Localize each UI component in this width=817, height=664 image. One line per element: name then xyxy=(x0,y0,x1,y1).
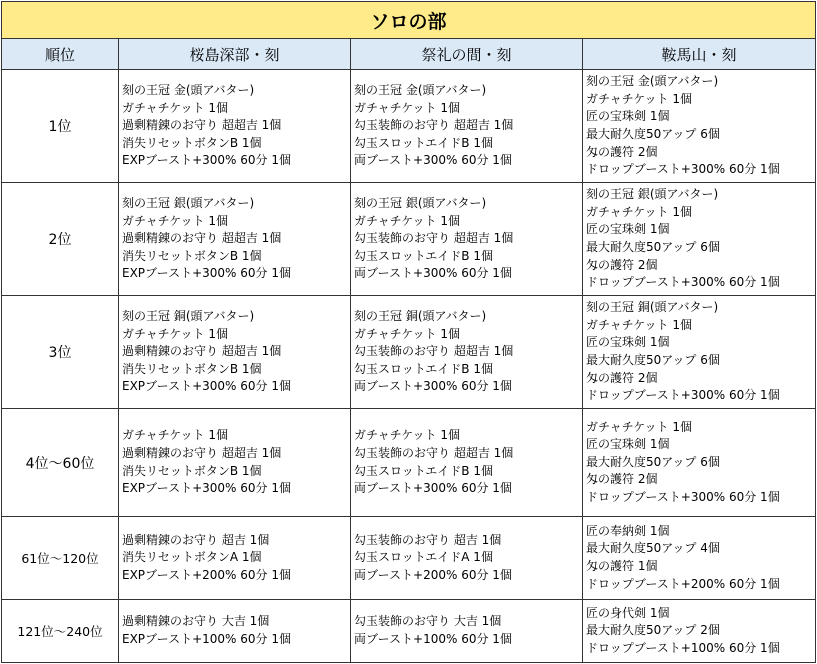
prize-item: 勾玉装飾のお守り 超超吉 1個 xyxy=(354,231,514,246)
prize-item: 過剰精錬のお守り 超超吉 1個 xyxy=(122,344,282,359)
prize-item: 勾玉装飾のお守り 超超吉 1個 xyxy=(354,344,514,359)
prize-item: ガチャチケット 1個 xyxy=(586,204,693,219)
prize-item: 匠の身代剣 1個 xyxy=(586,605,670,620)
prize-item: 両ブースト+300% 60分 1個 xyxy=(354,153,512,168)
prize-item: ガチャチケット 1個 xyxy=(122,213,229,228)
prize-item: 勾玉スロットエイドB 1個 xyxy=(354,361,493,376)
prize-item: 両ブースト+300% 60分 1個 xyxy=(354,481,512,496)
prize-item: 刻の王冠 金(頭アバター) xyxy=(354,83,487,98)
prize-item: 消失リセットボタンA 1個 xyxy=(122,550,262,565)
prize-item: 勾玉スロットエイドA 1個 xyxy=(354,550,493,565)
prize-item: EXPブースト+300% 60分 1個 xyxy=(122,481,291,496)
table-row xyxy=(2,296,816,409)
prize-item: 勾玉スロットエイドB 1個 xyxy=(354,135,493,150)
prize-item: 過剰精錬のお守り 超吉 1個 xyxy=(122,532,270,547)
rank-label: 121位〜240位 xyxy=(2,600,119,663)
prize-item: 過剰精錬のお守り 超超吉 1個 xyxy=(122,445,282,460)
prize-item: 匁の護符 2個 xyxy=(586,472,658,487)
prize-cell xyxy=(119,296,351,409)
table-row xyxy=(2,409,816,517)
prize-cell xyxy=(351,600,583,663)
prize-item: 最大耐久度50アップ 4個 xyxy=(586,541,720,556)
prize-item: ガチャチケット 1個 xyxy=(354,428,461,443)
prize-cell xyxy=(351,296,583,409)
prize-item: ガチャチケット 1個 xyxy=(354,100,461,115)
prize-item: 刻の王冠 金(頭アバター) xyxy=(586,74,719,89)
prize-item: 匠の宝珠剣 1個 xyxy=(586,109,670,124)
prize-item: 勾玉装飾のお守り 超吉 1個 xyxy=(354,532,502,547)
prize-cell xyxy=(351,183,583,296)
table-row xyxy=(2,600,816,663)
prize-cell xyxy=(583,183,816,296)
table-row xyxy=(2,517,816,600)
table-row xyxy=(2,70,816,183)
prize-item: 消失リセットボタンB 1個 xyxy=(122,463,262,478)
prize-cell xyxy=(583,600,816,663)
prize-item: 過剰精錬のお守り 大吉 1個 xyxy=(122,614,270,629)
prize-item: 両ブースト+300% 60分 1個 xyxy=(354,379,512,394)
prize-item: 勾玉装飾のお守り 超超吉 1個 xyxy=(354,445,514,460)
prize-cell xyxy=(583,296,816,409)
prize-item: 匠の宝珠剣 1個 xyxy=(586,437,670,452)
prize-item: 勾玉装飾のお守り 大吉 1個 xyxy=(354,614,502,629)
prize-item: EXPブースト+300% 60分 1個 xyxy=(122,379,291,394)
prize-item: 刻の王冠 銅(頭アバター) xyxy=(586,300,719,315)
rank-rows xyxy=(2,70,816,663)
prize-item: ガチャチケット 1個 xyxy=(586,317,693,332)
prize-item: 匁の護符 2個 xyxy=(586,144,658,159)
prize-item: 両ブースト+200% 60分 1個 xyxy=(354,567,512,582)
ranking-rewards-table xyxy=(1,1,816,663)
prize-item: ガチャチケット 1個 xyxy=(354,326,461,341)
prize-item: 匁の護符 2個 xyxy=(586,370,658,385)
prize-item: EXPブースト+300% 60分 1個 xyxy=(122,153,291,168)
prize-cell xyxy=(351,409,583,517)
prize-item: EXPブースト+100% 60分 1個 xyxy=(122,632,291,646)
prize-item: 消失リセットボタンB 1個 xyxy=(122,248,262,263)
prize-item: 刻の王冠 銅(頭アバター) xyxy=(354,309,487,324)
prize-cell xyxy=(119,600,351,663)
prize-item: EXPブースト+300% 60分 1個 xyxy=(122,266,291,281)
prize-item: 匁の護符 1個 xyxy=(586,559,658,573)
rank-label: 61位〜120位 xyxy=(2,517,119,600)
prize-item: ガチャチケット 1個 xyxy=(586,91,693,106)
prize-item: 消失リセットボタンB 1個 xyxy=(122,135,262,150)
prize-item: 両ブースト+300% 60分 1個 xyxy=(354,266,512,281)
prize-item: 最大耐久度50アップ 6個 xyxy=(586,240,720,254)
prize-item: 過剰精錬のお守り 超超吉 1個 xyxy=(122,231,282,246)
prize-item: ドロップブースト+300% 60分 1個 xyxy=(586,489,780,504)
rank-label: 1位 xyxy=(2,70,119,183)
table-row xyxy=(2,183,816,296)
prize-item: 刻の王冠 銀(頭アバター) xyxy=(354,196,487,211)
prize-cell xyxy=(119,183,351,296)
rank-label: 4位〜60位 xyxy=(2,409,119,517)
prize-item: 勾玉装飾のお守り 超超吉 1個 xyxy=(354,118,514,133)
header-sakurajima: 桜島深部・刻 xyxy=(119,39,351,70)
prize-item: ガチャチケット 1個 xyxy=(122,428,229,443)
prize-item: 匠の宝珠剣 1個 xyxy=(586,222,670,237)
prize-cell xyxy=(119,70,351,183)
prize-cell xyxy=(119,409,351,517)
prize-item: 刻の王冠 銀(頭アバター) xyxy=(586,187,719,202)
prize-item: ガチャチケット 1個 xyxy=(354,213,461,228)
prize-cell xyxy=(583,409,816,517)
prize-item: 匠の奉納剣 1個 xyxy=(586,523,670,538)
prize-cell xyxy=(351,517,583,600)
rank-label: 3位 xyxy=(2,296,119,409)
prize-item: 過剰精錬のお守り 超超吉 1個 xyxy=(122,118,282,133)
prize-item: 勾玉スロットエイドB 1個 xyxy=(354,463,493,478)
header-sairei: 祭礼の間・刻 xyxy=(351,39,583,70)
table-title: ソロの部 xyxy=(2,2,816,39)
prize-item: 刻の王冠 銀(頭アバター) xyxy=(122,196,255,211)
prize-cell xyxy=(583,70,816,183)
prize-item: 匠の宝珠剣 1個 xyxy=(586,335,670,350)
prize-item: 刻の王冠 銅(頭アバター) xyxy=(122,309,255,324)
prize-item: 最大耐久度50アップ 6個 xyxy=(586,454,720,469)
prize-item: 最大耐久度50アップ 2個 xyxy=(586,623,720,638)
prize-item: EXPブースト+200% 60分 1個 xyxy=(122,567,291,582)
prize-item: ガチャチケット 1個 xyxy=(586,419,693,434)
prize-item: ドロップブースト+300% 60分 1個 xyxy=(586,162,780,177)
prize-item: 勾玉スロットエイドB 1個 xyxy=(354,248,493,263)
prize-cell xyxy=(351,70,583,183)
prize-item: 刻の王冠 金(頭アバター) xyxy=(122,83,255,98)
prize-item: ドロップブースト+100% 60分 1個 xyxy=(586,640,780,655)
rank-label: 2位 xyxy=(2,183,119,296)
prize-item: 最大耐久度50アップ 6個 xyxy=(586,127,720,141)
prize-item: ドロップブースト+200% 60分 1個 xyxy=(586,576,780,591)
prize-item: ドロップブースト+300% 60分 1個 xyxy=(586,275,780,290)
prize-item: 最大耐久度50アップ 6個 xyxy=(586,353,720,367)
prize-cell xyxy=(583,517,816,600)
prize-item: ドロップブースト+300% 60分 1個 xyxy=(586,388,780,403)
prize-cell xyxy=(119,517,351,600)
prize-item: 両ブースト+100% 60分 1個 xyxy=(354,632,512,646)
prize-item: 消失リセットボタンB 1個 xyxy=(122,361,262,376)
prize-item: ガチャチケット 1個 xyxy=(122,100,229,115)
header-kurama: 鞍馬山・刻 xyxy=(583,39,816,70)
prize-item: ガチャチケット 1個 xyxy=(122,326,229,341)
header-rank: 順位 xyxy=(2,39,119,70)
prize-item: 匁の護符 2個 xyxy=(586,257,658,272)
